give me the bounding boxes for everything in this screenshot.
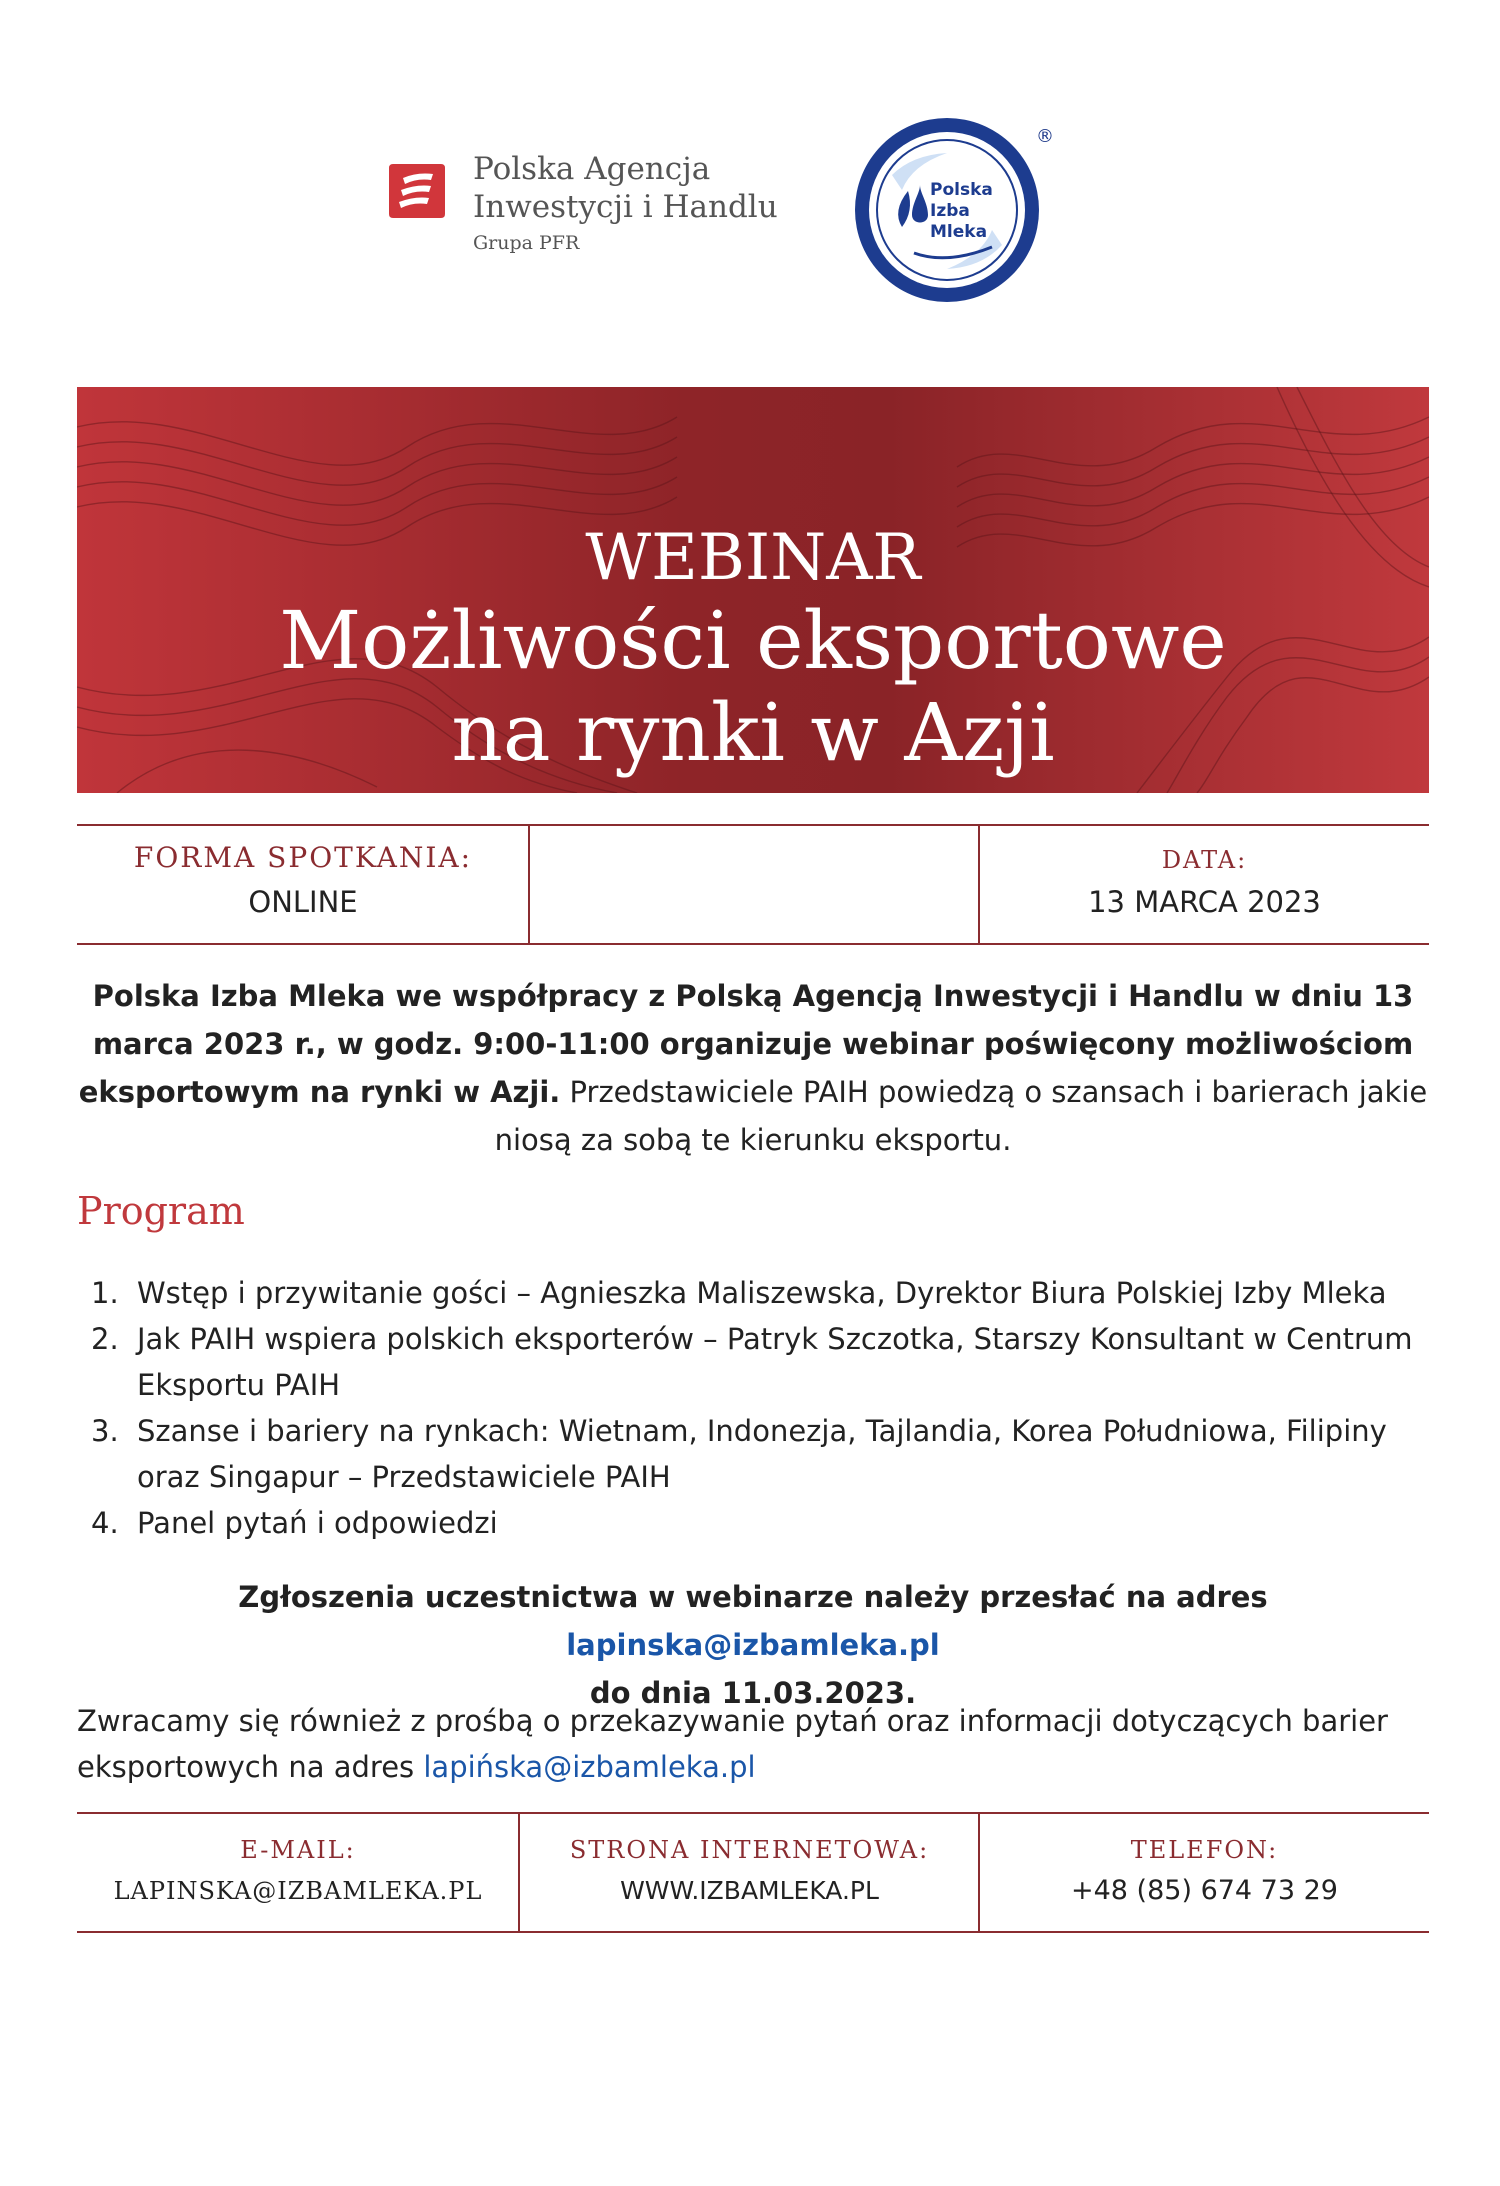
pim-logo-line1: Polska	[930, 180, 993, 200]
program-item	[77, 1270, 1429, 1316]
info-table-bottom-border	[77, 943, 1429, 945]
meeting-date-value: 13 MARCA 2023	[1088, 885, 1321, 919]
meeting-date-label: DATA:	[1161, 846, 1248, 874]
webinar-banner	[77, 387, 1429, 793]
paih-logo-icon	[385, 160, 447, 222]
program-item	[77, 1316, 1429, 1408]
contact-email-label: E-MAIL:	[240, 1836, 356, 1864]
program-item-text: Szanse i bariery na rynkach: Wietnam, Indonezja, Tajlandia, Korea Południowa, Filipiny oraz Singapur – Przedstawiciele PAIH	[137, 1414, 1387, 1494]
program-item-text: Jak PAIH wspiera polskich eksporterów – Patryk Szczotka, Starszy Konsultant w Centrum Eksportu PAIH	[137, 1322, 1413, 1402]
contact-table-top-border	[77, 1812, 1429, 1814]
program-item	[77, 1408, 1429, 1500]
contact-email-value[interactable]: LAPINSKA@IZBAMLEKA.PL	[113, 1877, 483, 1905]
contact-website-value[interactable]: WWW.IZBAMLEKA.PL	[620, 1876, 879, 1905]
paih-logo-text	[473, 150, 778, 258]
program-item-number: 2.	[91, 1322, 119, 1356]
registration-text: Zgłoszenia uczestnictwa w webinarze należy przesłać na adres	[238, 1580, 1268, 1614]
program-list	[77, 1270, 1429, 1546]
meeting-format-value: ONLINE	[248, 885, 358, 919]
program-heading: Program	[77, 1189, 245, 1233]
program-item-number: 3.	[91, 1414, 119, 1448]
banner-title-line3: na rynki w Azji	[451, 686, 1055, 779]
pim-logo	[852, 112, 1062, 307]
contact-table-divider-1	[518, 1812, 520, 1933]
pim-registered-mark: ®	[1036, 126, 1054, 147]
intro-paragraph	[77, 972, 1429, 1164]
paih-logo-line1: Polska Agencja	[473, 151, 711, 187]
contact-phone-label: TELEFON:	[1130, 1836, 1279, 1864]
meeting-format-label: FORMA SPOTKANIA:	[133, 841, 473, 874]
program-item-text: Panel pytań i odpowiedzi	[137, 1506, 498, 1540]
contact-table-bottom-border	[77, 1931, 1429, 1933]
registration-deadline: do dnia 11.03.2023.	[589, 1676, 917, 1710]
intro-regular-text: Przedstawiciele PAIH powiedzą o szansach i barierach jakie niosą za sobą te kierunku eksportu.	[494, 1075, 1428, 1157]
paih-logo-line2: Inwestycji i Handlu	[473, 189, 778, 225]
contact-website-label: STRONA INTERNETOWA:	[569, 1836, 930, 1864]
info-table-top-border	[77, 824, 1429, 826]
request-email-link[interactable]: lapińska@izbamleka.pl	[423, 1750, 756, 1784]
request-paragraph	[77, 1698, 1429, 1790]
program-item-number: 1.	[91, 1276, 119, 1310]
paih-logo-line3: Grupa PFR	[473, 232, 580, 254]
request-text: Zwracamy się również z prośbą o przekazywanie pytań oraz informacji dotyczących barier eksportowych na adres	[77, 1704, 1388, 1784]
paih-logo	[385, 150, 785, 270]
program-item	[77, 1500, 1429, 1546]
banner-title-line2: Możliwości eksportowe	[279, 594, 1227, 687]
banner-title	[77, 521, 1429, 779]
pim-logo-line3: Mleka	[930, 222, 988, 242]
registration-paragraph	[77, 1573, 1429, 1717]
program-item-number: 4.	[91, 1506, 119, 1540]
pim-logo-text	[930, 180, 993, 243]
contact-phone-value[interactable]: +48 (85) 674 73 29	[1071, 1875, 1338, 1906]
pim-logo-line2: Izba	[930, 201, 970, 221]
intro-bold-text: Polska Izba Mleka we współpracy z Polską Agencją Inwestycji i Handlu w dniu 13 marca 2023 r., w godz. 9:00-11:00 organizuje webinar poświęcony możliwościom eksportowym na rynki w Azji.	[78, 979, 1414, 1109]
banner-title-line1: WEBINAR	[585, 521, 921, 595]
registration-email-link[interactable]: lapinska@izbamleka.pl	[566, 1628, 940, 1662]
contact-table-divider-2	[978, 1812, 980, 1933]
program-item-text: Wstęp i przywitanie gości – Agnieszka Maliszewska, Dyrektor Biura Polskiej Izby Mleka	[137, 1276, 1387, 1310]
